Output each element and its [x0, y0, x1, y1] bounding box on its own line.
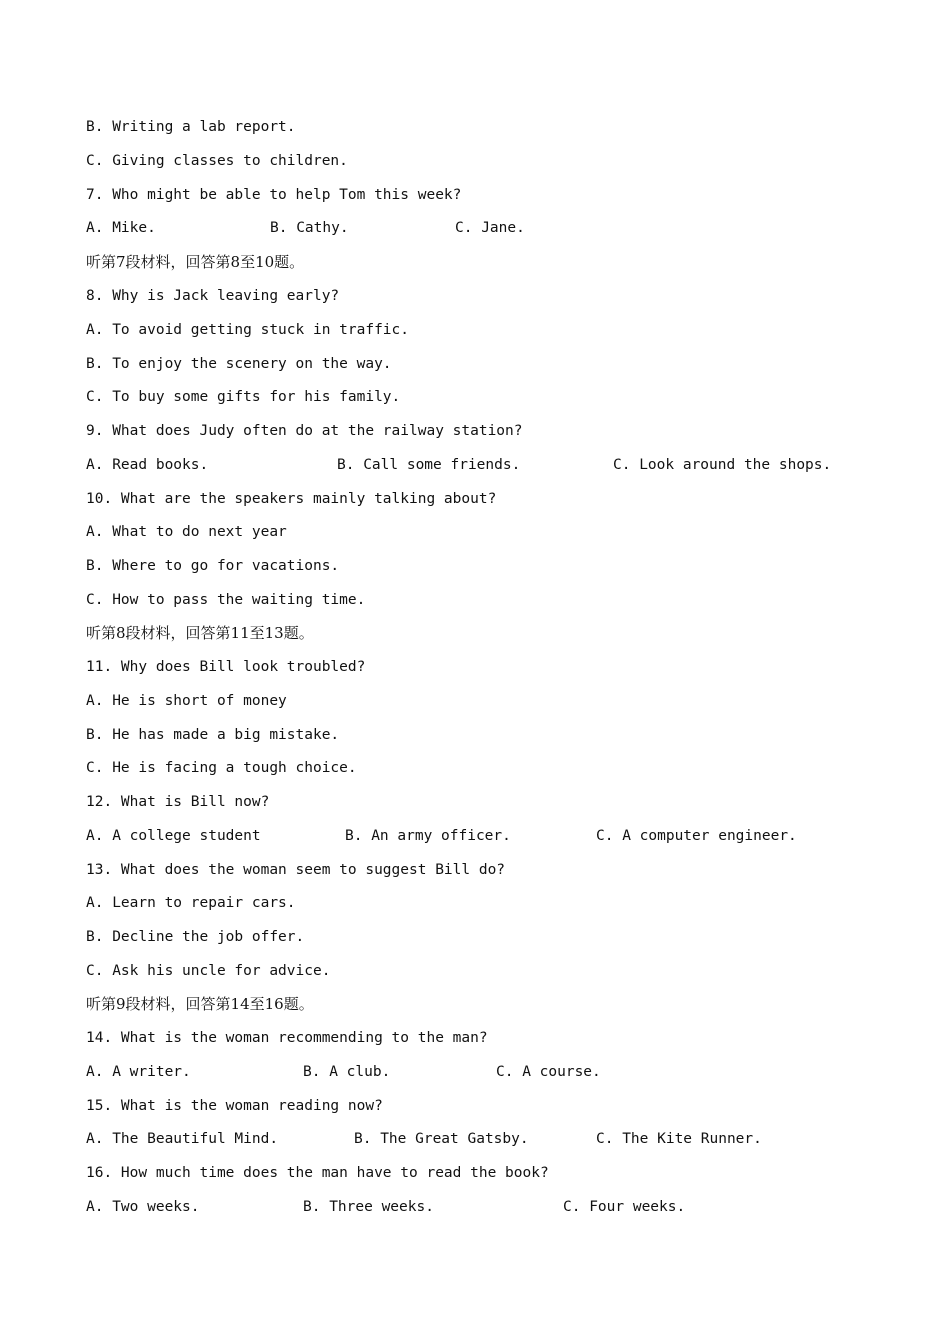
option-b: B. Cathy. [270, 220, 349, 236]
question-14: 14. What is the woman recommending to the man? [86, 1030, 488, 1046]
option-c: C. Jane. [455, 220, 525, 236]
option-a: A. The Beautiful Mind. [86, 1131, 279, 1147]
option-a: A. Mike. [86, 220, 156, 236]
option-line: C. Giving classes to children. [86, 153, 348, 169]
option-c: C. How to pass the waiting time. [86, 592, 366, 608]
option-b: B. He has made a big mistake. [86, 727, 340, 743]
option-a: A. He is short of money [86, 693, 287, 709]
option-b: B. Three weeks. [303, 1199, 434, 1215]
section-instruction: 听第9段材料，回答第14至16题。 [86, 995, 314, 1013]
option-c: C. He is facing a tough choice. [86, 760, 357, 776]
question-10: 10. What are the speakers mainly talking about? [86, 491, 497, 507]
question-13: 13. What does the woman seem to suggest Bill do? [86, 862, 506, 878]
option-a: A. What to do next year [86, 524, 287, 540]
option-c: C. The Kite Runner. [596, 1131, 762, 1147]
option-a: A. Two weeks. [86, 1199, 200, 1215]
question-8: 8. Why is Jack leaving early? [86, 288, 340, 304]
option-c: C. Ask his uncle for advice. [86, 963, 331, 979]
question-9: 9. What does Judy often do at the railway station? [86, 423, 523, 439]
option-a: A. Learn to repair cars. [86, 895, 296, 911]
option-b: B. Where to go for vacations. [86, 558, 340, 574]
option-c: C. To buy some gifts for his family. [86, 389, 401, 405]
option-c: C. A computer engineer. [596, 828, 797, 844]
question-16: 16. How much time does the man have to read the book? [86, 1165, 549, 1181]
option-c: C. Look around the shops. [613, 457, 832, 473]
option-a: A. A college student [86, 828, 261, 844]
option-b: B. A club. [303, 1064, 391, 1080]
option-b: B. An army officer. [345, 828, 511, 844]
section-instruction: 听第7段材料，回答第8至10题。 [86, 253, 305, 271]
question-15: 15. What is the woman reading now? [86, 1098, 383, 1114]
option-c: C. Four weeks. [563, 1199, 686, 1215]
option-a: A. Read books. [86, 457, 209, 473]
question-11: 11. Why does Bill look troubled? [86, 659, 366, 675]
section-instruction: 听第8段材料，回答第11至13题。 [86, 624, 314, 642]
option-a: A. A writer. [86, 1064, 191, 1080]
option-b: B. The Great Gatsby. [354, 1131, 529, 1147]
question-12: 12. What is Bill now? [86, 794, 270, 810]
question-7: 7. Who might be able to help Tom this week? [86, 187, 462, 203]
option-a: A. To avoid getting stuck in traffic. [86, 322, 410, 338]
option-c: C. A course. [496, 1064, 601, 1080]
option-line: B. Writing a lab report. [86, 119, 296, 135]
option-b: B. Decline the job offer. [86, 929, 305, 945]
option-b: B. To enjoy the scenery on the way. [86, 356, 392, 372]
option-b: B. Call some friends. [337, 457, 521, 473]
